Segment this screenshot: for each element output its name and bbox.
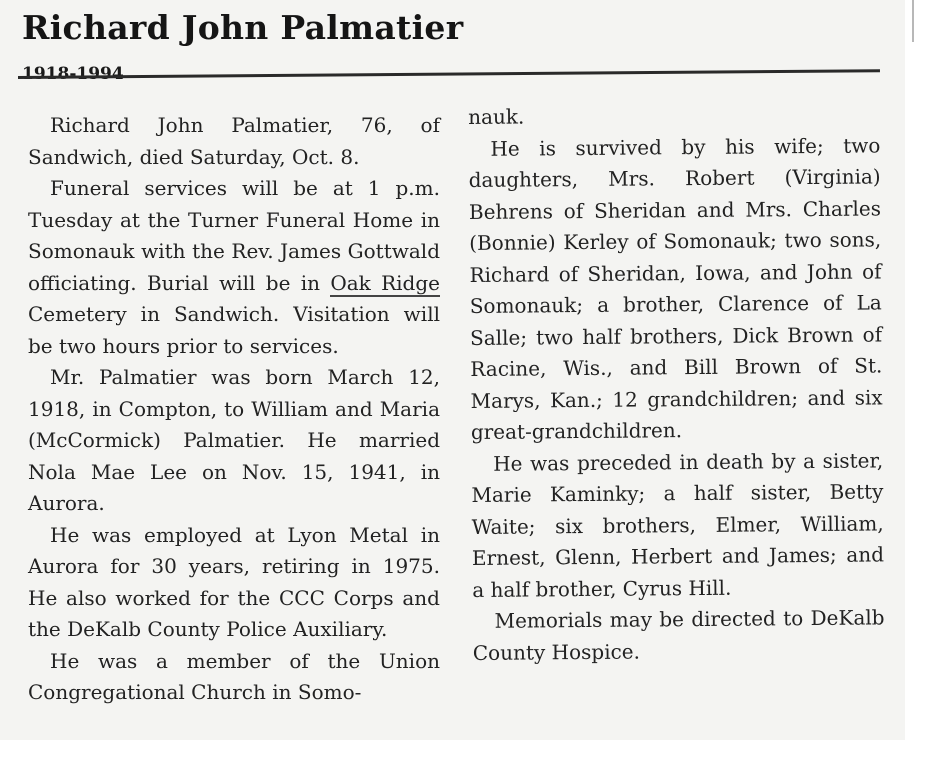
obituary-headline: Richard John Palmatier <box>22 8 464 47</box>
paragraph-memorials: Memorials may be directed to DeKalb County Hospice. <box>472 605 885 665</box>
right-column <box>468 98 885 669</box>
underlined-cemetery-name: Oak Ridge <box>330 270 440 295</box>
paragraph-birth-marriage: Mr. Palmatier was born March 12, 1918, in Compton, to William and Maria (McCormick) Palmatier. He married Nola Mae Lee on Nov. 15, 1941, in Aurora. <box>28 365 440 515</box>
life-dates: 1918-1994 <box>22 64 124 84</box>
paragraph-continued: nauk. <box>468 104 525 129</box>
paragraph-funeral-services <box>28 173 440 362</box>
paragraph-employment: He was employed at Lyon Metal in Aurora for 30 years, retiring in 1975. He also worked for the CCC Corps and the DeKalb County Police Auxiliary. <box>28 522 440 641</box>
funeral-text-continued: Cemetery in Sandwich. Visitation will be two hours prior to services. <box>28 302 440 358</box>
left-column <box>28 110 440 709</box>
headline-rule <box>18 69 880 79</box>
paragraph-survivors: He is survived by his wife; two daughters, Mrs. Robert (Virginia) Behrens of Sheridan and Mrs. Charles (Bonnie) Kerley of Somonauk; two sons, Richard of Sheridan, Iowa, and John of Somonauk; a brother, Clarence of La Salle; two half brothers, Dick Brown of Racine, Wis., and Bill Brown of St. Marys, Kan.; 12 grandchildren; and six great-grandchildren. <box>468 132 883 444</box>
scan-edge-mark <box>912 0 914 42</box>
paragraph-preceded-in-death: He was preceded in death by a sister, Marie Kaminky; a half sister, Betty Waite; six brothers, Elmer, William, Ernest, Glenn, Herbert and James; and a half brother, Cyrus Hill. <box>471 447 885 602</box>
paragraph-church-membership: He was a member of the Union Congregational Church in Somo- <box>28 648 440 704</box>
funeral-text: Funeral services will be at 1 p.m. Tuesday at the Turner Funeral Home in Somonauk with the Rev. James Gottwald officiating. Burial will be in <box>28 176 440 295</box>
paragraph-death-notice: Richard John Palmatier, 76, of Sandwich, died Saturday, Oct. 8. <box>28 113 440 169</box>
